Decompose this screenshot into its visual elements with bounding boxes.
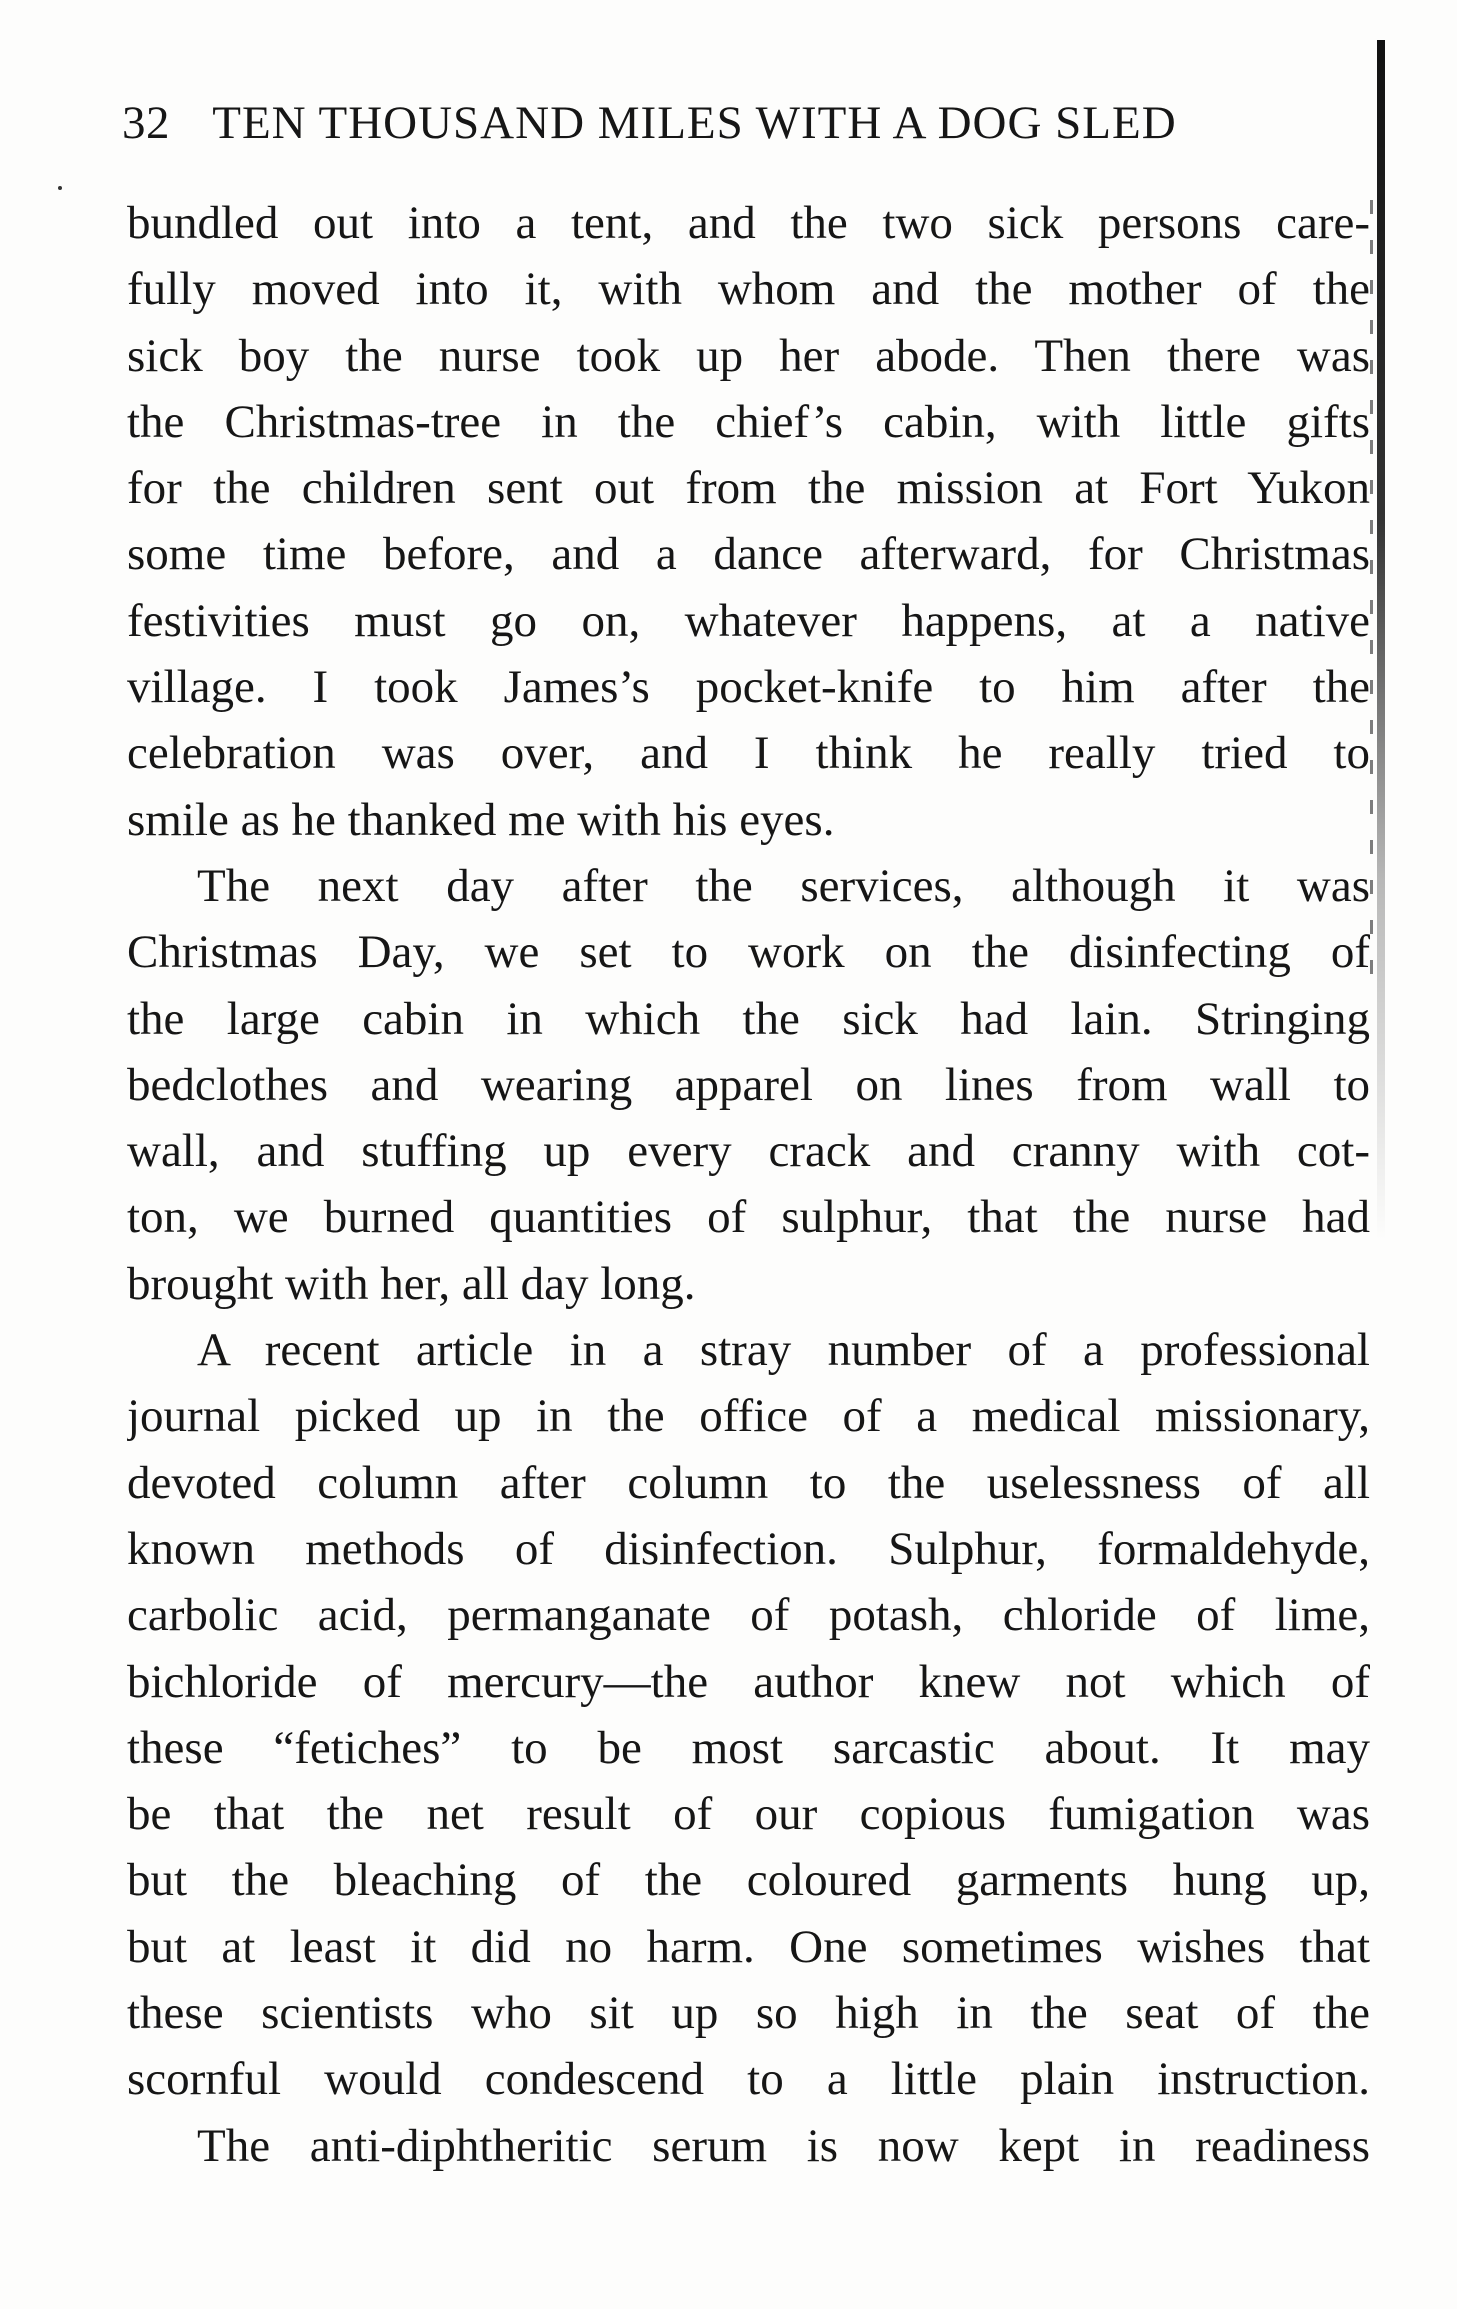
- text-line: for the children sent out from the mission at Fort Yukon: [127, 462, 1370, 515]
- text-line: devoted column after column to the uselessness of all: [127, 1456, 1370, 1509]
- body-text: [127, 190, 1370, 2179]
- text-line: Christmas Day, we set to work on the disinfecting of: [127, 926, 1370, 979]
- text-line: some time before, and a dance afterward, for Christmas: [127, 528, 1370, 581]
- text-line: celebration was over, and I think he really tried to: [127, 727, 1370, 780]
- text-line: but the bleaching of the coloured garments hung up,: [127, 1854, 1370, 1907]
- text-line: bundled out into a tent, and the two sick persons care-: [127, 197, 1370, 249]
- text-line: The next day after the services, although it was: [197, 859, 1370, 912]
- text-line: known methods of disinfection. Sulphur, formaldehyde,: [127, 1522, 1370, 1575]
- text-line: scornful would condescend to a little plain instruction.: [127, 2053, 1370, 2106]
- text-line: A recent article in a stray number of a professional: [197, 1324, 1370, 1377]
- text-line: ton, we burned quantities of sulphur, that the nurse had: [127, 1191, 1370, 1244]
- text-line: bedclothes and wearing apparel on lines from wall to: [127, 1058, 1370, 1111]
- text-line: village. I took James’s pocket-knife to him after the: [127, 661, 1370, 714]
- text-line: the Christmas-tree in the chief’s cabin, with little gifts: [127, 395, 1370, 448]
- running-title: TEN THOUSAND MILES WITH A DOG SLED: [212, 97, 1177, 149]
- text-line: fully moved into it, with whom and the mother of the: [127, 263, 1370, 316]
- page-edge-shadow: [1377, 40, 1385, 1240]
- text-line: brought with her, all day long.: [127, 1257, 696, 1310]
- text-line: wall, and stuffing up every crack and cranny with cot-: [127, 1125, 1370, 1178]
- text-line: carbolic acid, permanganate of potash, chloride of lime,: [127, 1589, 1370, 1642]
- running-header: [122, 88, 1372, 158]
- text-line: be that the net result of our copious fumigation was: [127, 1788, 1370, 1841]
- text-line: journal picked up in the office of a medical missionary,: [127, 1390, 1370, 1443]
- text-line: bichloride of mercury—the author knew not which of: [127, 1655, 1370, 1708]
- text-line: these “fetiches” to be most sarcastic about. It may: [127, 1721, 1370, 1774]
- text-line: these scientists who sit up so high in the seat of the: [127, 1987, 1370, 2040]
- text-line: sick boy the nurse took up her abode. Then there was: [127, 329, 1370, 382]
- text-line: but at least it did no harm. One sometimes wishes that: [127, 1920, 1370, 1973]
- ink-speck: [58, 186, 62, 190]
- text-line: smile as he thanked me with his eyes.: [127, 793, 835, 846]
- text-line: festivities must go on, whatever happens, at a native: [127, 594, 1370, 647]
- text-line: The anti-diphtheritic serum is now kept in readiness: [197, 2119, 1370, 2172]
- page-number: 32: [122, 97, 170, 149]
- page-edge-marks: [1370, 200, 1373, 980]
- text-line: the large cabin in which the sick had lain. Stringing: [127, 992, 1370, 1045]
